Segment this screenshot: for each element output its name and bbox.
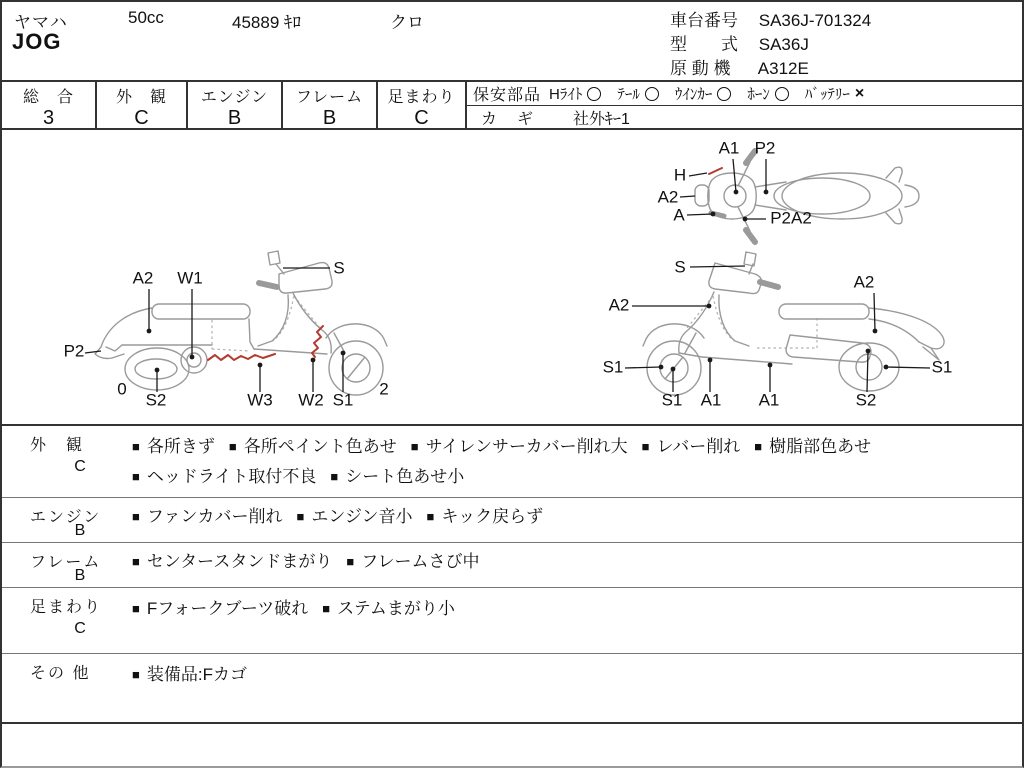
grade-value: C [414,107,429,129]
callout-point-dot [190,355,195,360]
grade-label: 足まわり [387,89,456,106]
callout-label-2: 2 [379,379,389,399]
callout-leader-line [680,196,695,197]
comment-row-3 [2,542,1024,587]
comment-section-grade: C [74,620,86,637]
grade-label: 外 観 [115,89,167,106]
comment-items [132,432,1010,492]
callout-label-H: H [673,165,687,185]
grade-label: エンジン [200,89,269,106]
comment-row-2 [2,497,1024,542]
callout-label-W1: W1 [177,268,203,288]
comment-section-label: 外 観 [30,437,85,454]
callout-point-dot [155,368,160,373]
safety-parts-row [467,82,1024,106]
comment-item: ■ Fフォークブーツ破れ [132,599,309,618]
mileage-value: 45889 [232,13,280,32]
bottom-strip [2,722,1024,768]
callout-label-0: 0 [117,379,127,399]
comment-items [132,660,1010,690]
safety-item-label: Hﾗｲﾄ [549,86,583,103]
comment-item: ■ サイレンサーカバー削れ大 [410,437,628,456]
model-name: JOG [12,29,62,54]
callout-leader-line [874,293,875,331]
ok-circle-icon [587,87,601,101]
bullet-square-icon: ■ [228,439,237,454]
comment-items [132,594,1010,624]
bullet-square-icon: ■ [346,554,355,569]
callout-leader-line [690,266,745,267]
callout-label-S1: S1 [602,357,624,377]
comment-item: ■ 樹脂部色あせ [754,437,872,456]
safety-item [675,83,732,104]
grade-strip [2,80,1024,130]
comment-section-label: 足まわり [30,599,103,616]
ok-circle-icon [717,87,731,101]
callout-point-dot [866,349,871,354]
engine-code-value: A312E [757,59,809,78]
safety-item-label: ﾃｰﾙ [617,86,640,103]
mileage-unit: ｷﾛ [284,13,302,32]
callout-leader-line [689,173,707,176]
callout-point-dot [258,363,263,368]
engine-code-row [670,54,809,79]
comment-section-grade: C [74,458,86,475]
callout-label-A2: A2 [853,272,875,292]
callout-point-dot [671,367,676,372]
chassis-number-value: SA36J-701324 [758,11,872,30]
grade-cell-5 [378,82,467,128]
bullet-square-icon: ■ [132,439,140,454]
callout-leader-line [85,351,101,353]
callout-label-A2: A2 [132,268,154,288]
callout-label-P2: P2 [754,138,776,158]
callout-leader-line [867,351,868,392]
callout-label-A1: A1 [758,390,780,410]
callout-label-S1: S1 [661,390,683,410]
callout-label-A: A [673,205,685,225]
callout-label-P2: P2 [63,341,85,361]
safety-item [617,83,659,104]
callout-label-S1: S1 [931,357,953,377]
callout-label-P2A2: P2A2 [770,208,812,228]
grade-label: 総 合 [22,89,74,106]
bullet-square-icon: ■ [132,601,140,616]
comment-item: ■ シート色あせ小 [330,467,465,486]
comment-section-grade: B [74,522,86,539]
chassis-number-row [670,6,871,31]
comment-item: ■ キック戻らず [426,507,544,526]
left-view-callouts [64,258,389,409]
comment-item: ■ 各所ペイント色あせ [228,437,397,456]
safety-parts-title: 保安部品 [473,87,542,104]
comment-item: ■ センタースタンドまがり [132,552,333,571]
comment-item: ■ ステムまがり小 [322,599,455,618]
body-color: クロ [390,13,424,32]
scooter-right-view [643,252,944,395]
comment-row-5 [2,653,1024,724]
callout-point-dot [873,329,878,334]
ng-cross-icon: × [854,84,865,102]
callout-point-dot [734,190,739,195]
safety-parts-panel [467,82,1024,128]
callout-point-dot [764,190,769,195]
grade-value: C [134,107,149,129]
safety-item-label: ｳｲﾝｶｰ [674,86,713,103]
grade-cell-3 [188,82,283,128]
key-label: カ ギ [481,111,536,128]
grade-value: 3 [42,107,55,129]
bullet-square-icon: ■ [641,439,650,454]
callout-point-dot [659,365,664,370]
bullet-square-icon: ■ [132,554,140,569]
callout-leader-line [733,159,736,192]
comment-section-grade: B [74,567,86,584]
callout-label-S1: S1 [332,390,354,410]
callout-label-S: S [674,257,686,277]
maker-name: ヤマハ [14,13,68,32]
model-code-value: SA36J [758,35,809,54]
chassis-number-label: 車台番号 [670,11,738,30]
ok-circle-icon [645,87,659,101]
callout-label-A2: A2 [608,295,630,315]
comment-item: ■ 各所きず [132,437,215,456]
grade-cell-1 [2,82,97,128]
header [2,2,1024,80]
callout-label-S: S [333,258,345,278]
comment-item: ■ 装備品:Fカゴ [132,665,247,684]
comment-item: ■ ヘッドライト取付不良 [132,467,317,486]
bullet-square-icon: ■ [132,667,140,682]
grade-value: B [227,107,242,129]
callout-point-dot [707,304,712,309]
safety-item-label: ﾊﾞｯﾃﾘｰ [804,86,850,103]
callout-point-dot [311,358,316,363]
grade-label: フレーム [295,89,364,106]
displacement: 50cc [128,8,164,27]
engine-code-label: 原 動 機 [670,59,731,78]
comment-section-label: その 他 [30,665,91,682]
comment-item: ■ ファンカバー削れ [132,507,283,526]
bullet-square-icon: ■ [132,469,140,484]
grade-value: B [322,107,337,129]
callout-leader-line [687,214,713,215]
safety-items [549,83,880,104]
safety-item [549,83,601,104]
callout-label-S2: S2 [145,390,167,410]
callout-point-dot [884,365,889,370]
callout-label-A2: A2 [657,187,679,207]
callout-label-A1: A1 [718,138,740,158]
bullet-square-icon: ■ [330,469,339,484]
callout-point-dot [743,217,748,222]
ok-circle-icon [775,87,789,101]
comment-item: ■ エンジン音小 [296,507,413,526]
bullet-square-icon: ■ [296,509,305,524]
callout-label-S2: S2 [855,390,877,410]
callout-label-W3: W3 [247,390,273,410]
callout-point-dot [711,212,716,217]
scooter-diagram-svg [2,130,1024,424]
model-code-label: 型 式 [670,35,738,54]
grade-cell-2 [97,82,188,128]
callout-label-A1: A1 [700,390,722,410]
grade-cell-4 [283,82,378,128]
safety-item [805,83,864,104]
callout-label-W2: W2 [298,390,324,410]
callout-point-dot [341,351,346,356]
comment-section-label: エンジン [30,509,102,526]
comment-items [132,547,1010,577]
comment-item: ■ レバー削れ [641,437,741,456]
comment-row-1 [2,426,1024,497]
bullet-square-icon: ■ [322,601,331,616]
bullet-square-icon: ■ [426,509,435,524]
scooter-top-view [695,151,919,242]
comment-section-label: フレーム [30,554,102,571]
key-row [467,107,1024,128]
damage-diagram [2,130,1024,424]
safety-item-label: ﾎｰﾝ [747,86,770,103]
key-value: 社外ｷｰ1 [573,111,630,128]
callout-leader-line [625,367,661,368]
comment-row-4 [2,587,1024,653]
callout-leader-line [886,367,930,368]
callout-point-dot [768,363,773,368]
bullet-square-icon: ■ [132,509,140,524]
bullet-square-icon: ■ [410,439,419,454]
condition-comments [2,424,1024,722]
callout-point-dot [708,358,713,363]
bullet-square-icon: ■ [754,439,763,454]
comment-item: ■ フレームさび中 [346,552,480,571]
model-code-row [670,30,809,55]
safety-item [747,83,789,104]
comment-items [132,502,1010,532]
callout-point-dot [147,329,152,334]
mileage [232,8,301,33]
